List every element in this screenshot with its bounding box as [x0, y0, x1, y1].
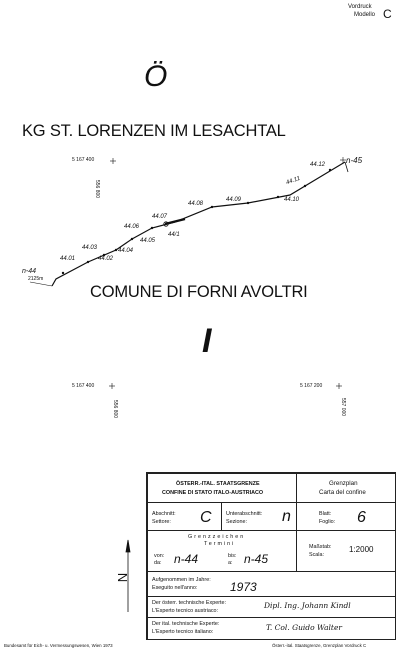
boundary-point-4411: [304, 185, 306, 187]
blatt-de: Blatt:: [319, 511, 332, 517]
boundary-point-4410: [277, 196, 279, 198]
label-elevation: 2125m: [28, 276, 44, 282]
footer-left: Bundesamt für Eich- u. Vermessungswesen, Wien 1973: [4, 643, 113, 648]
boundary-point-4401: [62, 272, 64, 274]
da-label: da:: [154, 560, 162, 566]
grid-x-3: 557 000: [340, 398, 346, 417]
label-n45: n-45: [346, 156, 363, 165]
grid-y-2: 5 167 400: [72, 383, 95, 389]
grid-cross-2: [109, 383, 115, 389]
boundary-point-4402: [87, 261, 89, 263]
footer-right: Österr.-ital. Staatsgrenze, Grenzplan Vordruck C: [272, 643, 367, 648]
boundary-point-4408: [211, 206, 213, 208]
blatt-value: 6: [357, 509, 366, 526]
grid-y-1: 5 167 400: [72, 157, 95, 163]
country-austria: Ö: [144, 60, 168, 93]
exp-it-de: Der ital. technische Experte:: [152, 621, 220, 627]
grid-x-2: 556 800: [112, 400, 118, 419]
bis-value: n-45: [244, 552, 269, 566]
label-4401: 44.01: [60, 256, 76, 262]
grid-y-3: 5 167 200: [300, 383, 323, 389]
comune-title: COMUNE DI FORNI AVOLTRI: [90, 283, 308, 301]
title-cell: [147, 473, 297, 503]
title-block: [146, 472, 396, 640]
exp-at-it: L'Esperto tecnico austriaco:: [152, 608, 219, 614]
label-4403: 44.03: [82, 245, 98, 251]
label-4402: 44.02: [98, 256, 114, 262]
unter-cell: [221, 502, 297, 531]
von-label: von:: [154, 553, 165, 559]
grid-cross-3: [336, 383, 342, 389]
label-n44: n-44: [22, 268, 37, 275]
label-4409: 44.09: [226, 197, 242, 203]
label-441: 44/1: [168, 232, 180, 238]
a-label: a:: [228, 560, 233, 566]
unter-de: Unterabschnitt:: [226, 511, 263, 517]
label-4406: 44.06: [124, 224, 140, 230]
exp-it-it: L'Esperto tecnico italiano:: [152, 629, 214, 635]
label-4404: 44.04: [118, 248, 134, 254]
north-label: N: [115, 572, 131, 583]
massstab-it: Scala:: [309, 552, 324, 558]
grid-cross-1: [110, 158, 116, 164]
kg-title: KG ST. LORENZEN IM LESACHTAL: [22, 122, 286, 140]
blatt-it: Foglio:: [319, 519, 336, 525]
scale-value: 1:2000: [349, 545, 374, 554]
boundary-point-4404: [115, 249, 117, 251]
exp-at-de: Der österr. technische Experte:: [152, 600, 227, 606]
bis-label: bis:: [228, 553, 237, 559]
aufg-de: Aufgenommen im Jahre:: [152, 577, 211, 583]
unter-value: n: [282, 508, 291, 525]
year-cell: [147, 571, 396, 597]
abschnitt-de: Abschnitt:: [152, 511, 176, 517]
unter-it: Sezione:: [226, 519, 247, 525]
boundary-point-4409: [247, 202, 249, 204]
vordruck-label: Vordruck: [348, 4, 372, 10]
plan-it: Carta del confine: [319, 489, 366, 496]
label-4407: 44.07: [152, 214, 168, 220]
n44-leader: [30, 282, 52, 286]
expert-at-cell: [147, 596, 396, 618]
year-value: 1973: [230, 580, 257, 594]
aufg-it: Eseguito nell'anno:: [152, 585, 198, 591]
scale-cell: [296, 530, 396, 572]
boundary-point-4405: [131, 238, 133, 240]
massstab-de: Maßstab:: [309, 544, 332, 550]
modello-label: Modello: [354, 12, 376, 18]
grenz-cell: [147, 530, 297, 572]
expert-it-cell: [147, 617, 396, 640]
title-it: CONFINE DI STATO ITALO-AUSTRIACO: [162, 490, 264, 496]
abschnitt-value: C: [200, 509, 212, 526]
plan-de: Grenzplan: [329, 480, 358, 487]
boundary-point-4406: [151, 227, 153, 229]
label-4411: 44.11: [285, 175, 302, 187]
grenz-it: Termini: [204, 541, 236, 547]
abschnitt-it: Settore:: [152, 519, 171, 525]
plan-cell: [296, 473, 396, 503]
grenz-de: Grenzzeichen: [188, 534, 246, 540]
title-de: ÖSTERR.-ITAL. STAATSGRENZE: [176, 481, 260, 487]
boundary-point-4412: [329, 169, 331, 171]
label-4412: 44.12: [310, 162, 326, 168]
model-letter: C: [383, 7, 392, 21]
signature-austria: Dipl. Ing. Johann Kindl: [264, 601, 351, 610]
label-4405: 44.05: [140, 238, 156, 244]
label-4410: 44.10: [284, 197, 300, 203]
grid-x-1: 556 800: [94, 180, 100, 199]
von-value: n-44: [174, 552, 199, 566]
signature-italy: T. Col. Guido Walter: [266, 623, 342, 632]
blatt-cell: [296, 502, 396, 531]
abschnitt-cell: [147, 502, 222, 531]
label-4408: 44.08: [188, 201, 204, 207]
country-italy: I: [202, 322, 212, 360]
